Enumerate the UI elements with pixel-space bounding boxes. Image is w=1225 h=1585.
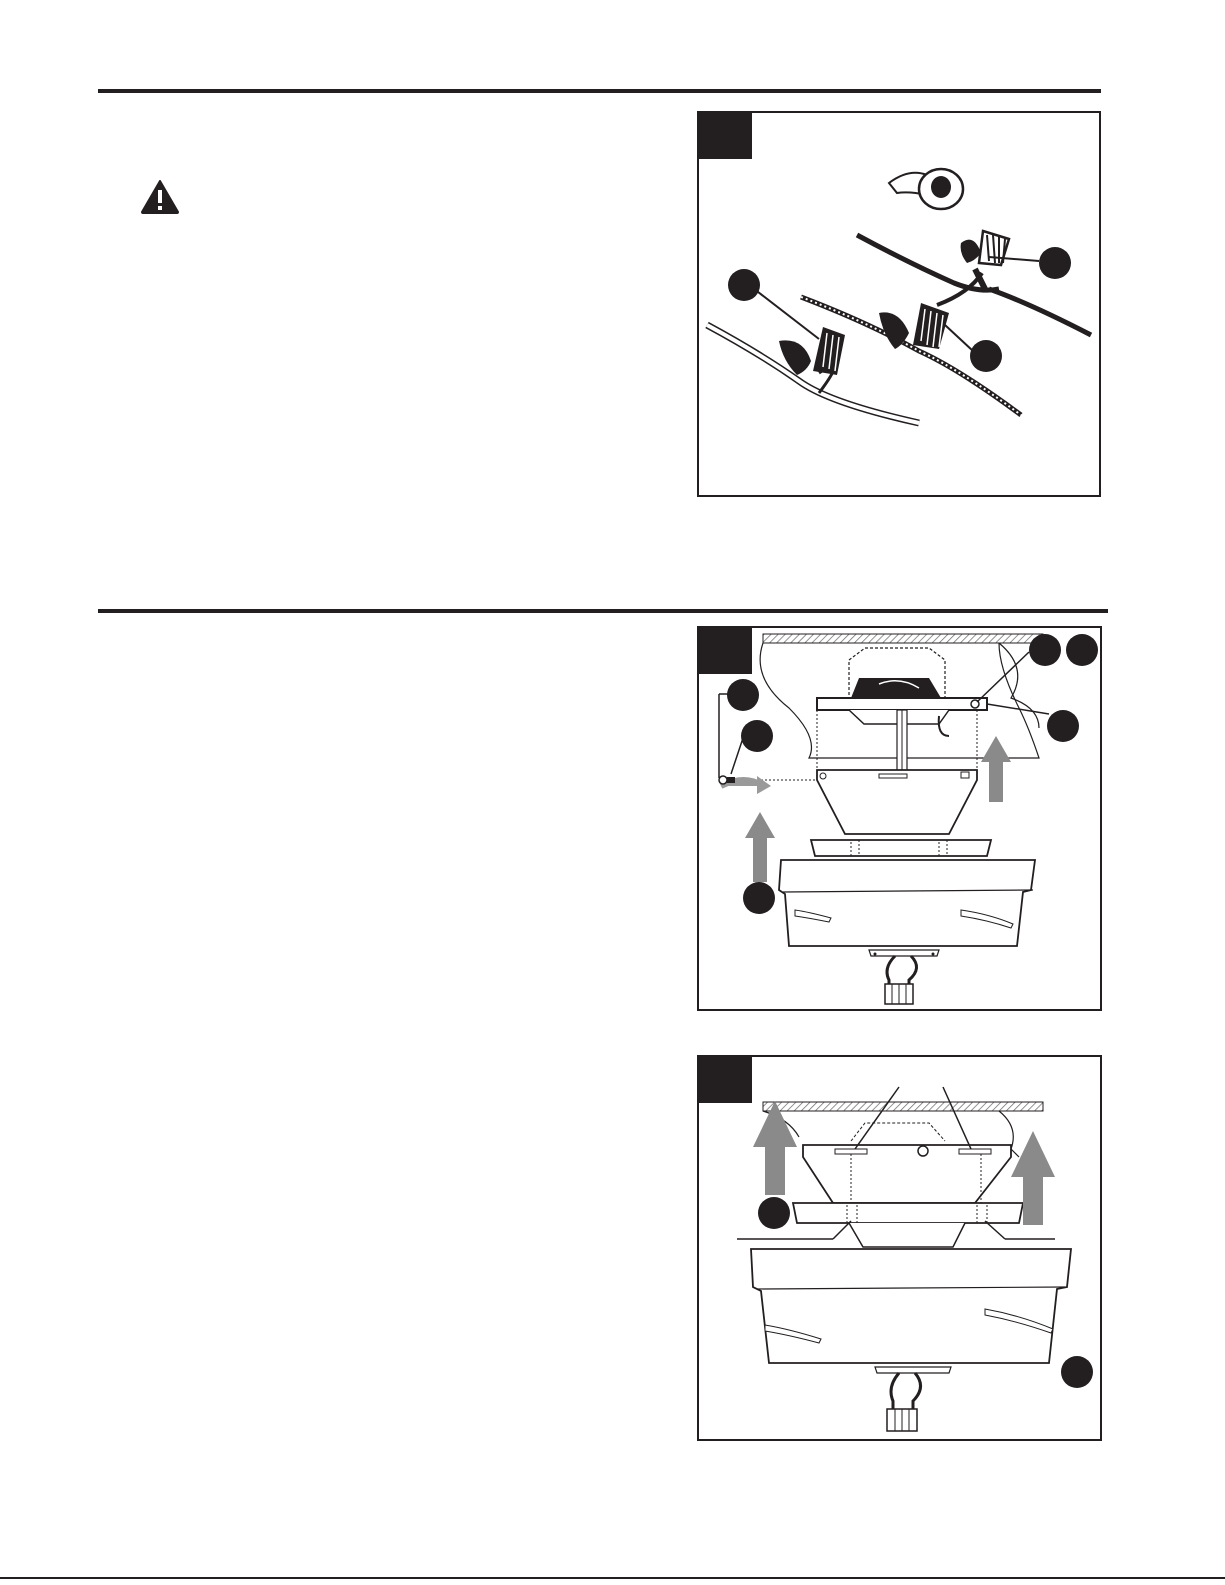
callout-marker (1047, 710, 1079, 742)
callout-marker (728, 269, 760, 301)
callout-marker (741, 720, 773, 752)
callout-marker (1039, 247, 1071, 279)
figure-wire-connections (697, 111, 1101, 497)
section-divider-top (98, 89, 1101, 93)
up-arrow-icon (753, 1101, 797, 1195)
up-arrow-icon (745, 812, 775, 882)
electrical-tape-roll (889, 169, 963, 209)
housing-raised-illustration (699, 1057, 1102, 1441)
callout-marker (1029, 634, 1061, 666)
wiring-illustration (699, 113, 1101, 497)
callout-marker (727, 679, 759, 711)
callout-marker (743, 882, 775, 914)
section-divider-bottom (0, 1577, 1225, 1579)
callout-marker (1061, 1356, 1093, 1388)
warning-triangle-icon (141, 180, 179, 214)
housing-illustration (699, 628, 1102, 1011)
figure-housing-bracket (697, 626, 1102, 1011)
wire-nut-middle (879, 303, 949, 349)
section-divider-middle (98, 609, 1108, 613)
callout-marker (758, 1197, 790, 1229)
callout-marker (1066, 634, 1098, 666)
callout-marker (970, 340, 1002, 372)
wire-nut-upper (961, 231, 1009, 289)
figure-housing-raised (697, 1055, 1102, 1441)
up-arrow-icon (981, 736, 1011, 802)
